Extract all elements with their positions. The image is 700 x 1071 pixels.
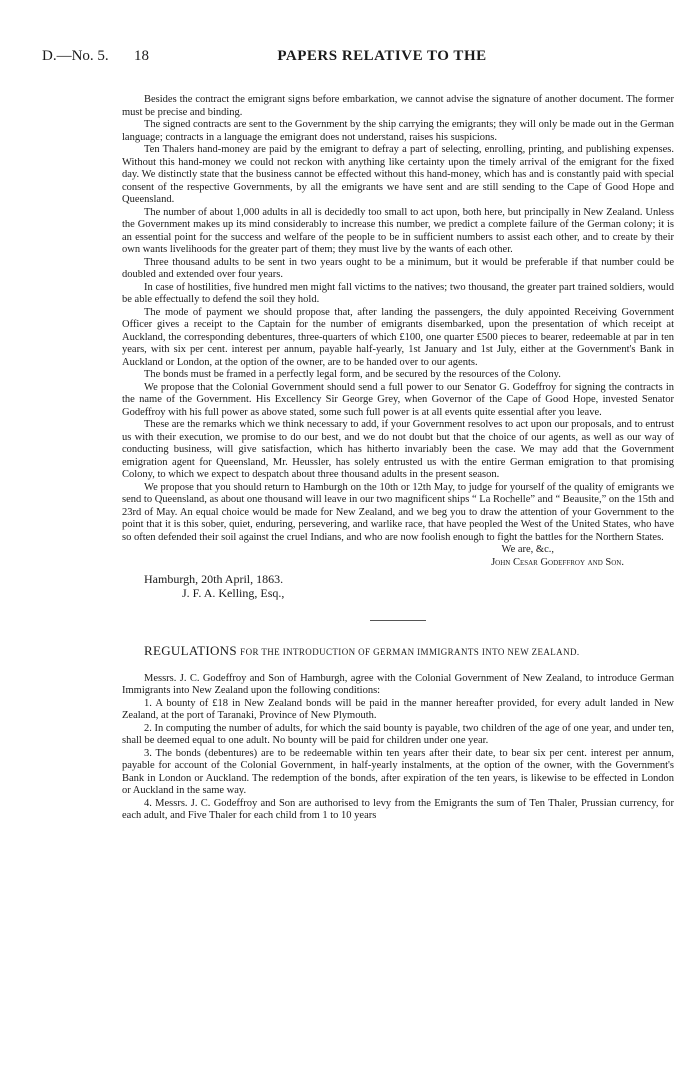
paragraph: The mode of payment we should propose that, after landing the passengers, the duly appointed Receiving Government Officer gives a receipt to the Captain for the number of emigrants disembarked, upon the presentation of which receipt at Auckland, the corresponding debentures, three-quarters of which £100, one quarter £500 pieces to bearer, redeemable at par in ten years, with six per cent. interest per annum, payable half-yearly, 1st January and 1st July, either at the Government's Bank in Auckland or London, at the option of the owner, are to be handed over to our agents. [122, 306, 674, 368]
paragraph: Three thousand adults to be sent in two years ought to be a minimum, but it would be preferable if that number could be doubled and extended over four years. [122, 256, 674, 280]
paragraph: We propose that you should return to Hamburgh on the 10th or 12th May, to judge for yourself of the quality of emigrants we send to Queensland, as about one thousand will leave in our two magnificent ships “ La Rochelle” and “ Beausite,” on the 15th and 23rd of May. An equal choice would be made for New Zealand, and we beg you to draw the attention of your Government to the point that it is this sober, quiet, enduring, persevering, and warlike race, that have peopled the West of the United States, who have so often defended their soil against the cruel Indians, and who are now foolish enough to fight the battles for the Northern States. [122, 481, 674, 543]
regulations-heading-sub: FOR THE INTRODUCTION OF GERMAN IMMIGRANTS INTO NEW ZEALAND. [240, 647, 580, 657]
body-text [122, 94, 674, 823]
regulation-paragraph: 2. In computing the number of adults, for which the said bounty is payable, two children of the age of one year, and under ten, shall be deemed equal to one adult. No bounty will be paid for children under one year. [122, 722, 674, 746]
addressee: J. F. A. Kelling, Esq., [182, 586, 285, 600]
regulation-paragraph: Messrs. J. C. Godeffroy and Son of Hamburgh, agree with the Colonial Government of New Zealand, to introduce German Immigrants into New Zealand upon the following conditions: [122, 672, 674, 696]
paragraph: Besides the contract the emigrant signs before embarkation, we cannot advise the signature of another document. The former must be precise and binding. [122, 94, 674, 118]
section-divider [370, 620, 426, 621]
paragraph: The signed contracts are sent to the Government by the ship carrying the emigrants; they will only be made out in the German language; contracts in a language the emigrant does not understand, raises his suspicions. [122, 119, 674, 143]
signature-block [122, 544, 674, 569]
regulation-paragraph: 1. A bounty of £18 in New Zealand bonds will be paid in the manner hereafter provided, for every adult landed in New Zealand, at the port of Taranaki, Province of New Plymouth. [122, 697, 674, 721]
place-date: Hamburgh, 20th April, 1863. [144, 572, 284, 586]
paragraph: The bonds must be framed in a perfectly legal form, and be secured by the resources of the Colony. [144, 369, 561, 380]
closing-line: We are, &c., [501, 544, 554, 555]
paragraph: We propose that the Colonial Government should send a full power to our Senator G. Godeffroy for signing the contracts in the name of the Government. His Excellency Sir George Grey, when Governor of the Cape of Good Hope, invested Senator Godeffroy with his full power as above stated, some such full power is at all events quite essential after you leave. [122, 381, 674, 418]
regulation-paragraph: 4. Messrs. J. C. Godeffroy and Son are authorised to levy from the Emigrants the sum of Ten Thaler, Prussian currency, for each adult, and Five Thaler for each child from 1 to 10 years [122, 797, 674, 821]
page-number: 18 [134, 48, 149, 64]
regulations-heading [122, 645, 674, 659]
paragraph: The number of about 1,000 adults in all is decidedly too small to act upon, both here, but principally in New Zealand. Unless the Government makes up its mind considerably to increase this number, we predict a complete failure of the German colony; it is an essential point for the success and welfare of the people to be in sufficient numbers to assist each other, and to create by their own wants livelihoods for the greater part of them; they must live by the wants of each other. [122, 206, 674, 255]
document-reference: D.—No. 5. [42, 48, 109, 64]
paragraph: In case of hostilities, five hundred men might fall victims to the natives; two thousand, the greater part trained soldiers, would be able effectually to defend the soil they hold. [122, 281, 674, 305]
page-header [42, 0, 662, 64]
signer-name: John Cesar Godeffroy and Son. [491, 556, 624, 568]
paragraph: These are the remarks which we think necessary to add, if your Government resolves to act upon our proposals, and to entrust us with their execution, we promise to do our best, and we do not doubt but that the choice of our agents, as well as our way of conducting business, will give satisfaction, which has hitherto invariably been the case. We may add that the Government emigration agent for Queensland, Mr. Heussler, has solely entrusted us with the entire German emigration to that promising Colony, to which we expect to despatch about three thousand adults in the present season. [122, 419, 674, 480]
paragraph: Ten Thalers hand-money are paid by the emigrant to defray a part of selecting, enrolling, printing, and publishing expenses. Without this hand-money we could not reckon with anything like certainty upon the timely arrival of the emigrant for the fixed day. We distinctly state that the business cannot be effected without this hand-money, which has and is constantly paid with special consent of the respective Governments, by all the emigrants we have sent and are still sending to the Cape of Good Hope and Queensland. [122, 144, 674, 205]
running-title: PAPERS RELATIVE TO THE [277, 48, 487, 64]
regulations-heading-main: REGULATIONS [144, 643, 237, 658]
regulation-paragraph: 3. The bonds (debentures) are to be redeemable within ten years after their date, to bear six per cent. interest per annum, payable for account of the Colonial Government, in half-yearly instalments, at the option of the owner, with the Government's Bank in London or Auckland. The redemption of the bonds, after expiration of the ten years, is likewise to be effected in London or Auckland in the same way. [122, 747, 674, 796]
